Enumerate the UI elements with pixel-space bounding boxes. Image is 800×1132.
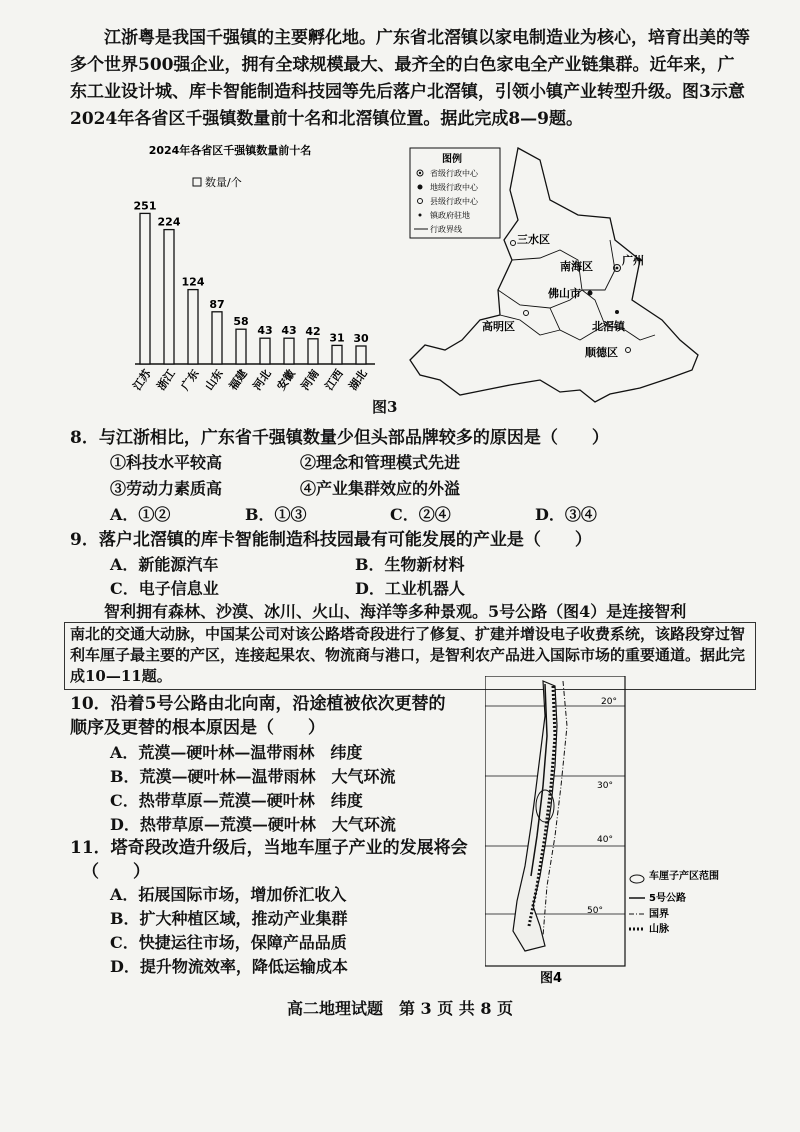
value-label-山东: 87 [209, 297, 225, 311]
q11-option-a: A．拓展国际市场，增加侨汇收入 [110, 885, 347, 904]
value-label-安徽: 43 [281, 324, 297, 338]
value-label-湖北: 30 [353, 332, 369, 345]
map3-legend-title: 图例 [442, 154, 462, 165]
question-11-stem: 11．塔奇段改造升级后，当地车厘子产业的发展将会 [70, 838, 468, 858]
town-symbol [419, 214, 422, 217]
value-label-福建: 58 [233, 315, 249, 329]
category-label-安徽: 安徽 [274, 367, 298, 393]
q10-option-b: B．荒漠—硬叶林—温带雨林 大气环流 [110, 767, 396, 786]
question-10-stem-1: 10．沿着5号公路由北向南，沿途植被依次更替的 [70, 694, 446, 714]
category-label-江西: 江西 [322, 367, 346, 393]
bar-江苏 [140, 213, 150, 364]
q9-option-c: C．电子信息业 [110, 579, 219, 598]
category-label-山东: 山东 [202, 367, 226, 393]
label-guangzhou: 广州 [622, 254, 644, 267]
q9-option-a: A．新能源汽车 [110, 555, 219, 574]
category-label-福建: 福建 [226, 367, 250, 393]
prefecture-symbol [418, 185, 423, 190]
category-label-浙江: 浙江 [154, 367, 178, 393]
q8-option-d: D．③④ [535, 505, 597, 524]
label-beijiao: 北滘镇 [592, 320, 625, 333]
category-label-河北: 河北 [250, 367, 274, 393]
label-shunde: 顺德区 [585, 346, 618, 359]
lat-label-40: 40° [597, 835, 613, 845]
figure-3-caption: 图3 [372, 398, 398, 416]
legend-mountain: 山脉 [649, 924, 669, 935]
label-nanhai: 南海区 [560, 260, 593, 273]
page-footer: 高二地理试题 第 3 页 共 8 页 [286, 999, 514, 1018]
map-figure-3 [400, 140, 705, 405]
q11-option-b: B．扩大种植区域，推动产业集群 [110, 909, 348, 928]
chile-intro-boxed-text: 南北的交通大动脉，中国某公司对该公路塔奇段进行了修复、扩建并增设电子收费系统，该路段穿过智利车厘子最主要的产区，连接起果农、物流商与港口，是智利农产品进入国际市场的重要通道。据此完成10—11题。 [70, 625, 746, 685]
bar-chart [120, 140, 390, 408]
category-label-江苏: 江苏 [130, 367, 154, 393]
legend-swatch [193, 178, 201, 186]
value-label-广东: 124 [181, 275, 205, 289]
bar-河北 [260, 338, 270, 364]
label-foshan: 佛山市 [548, 287, 581, 300]
category-label-河南: 河南 [298, 367, 322, 393]
chile-intro-line: 智利拥有森林、沙漠、冰川、火山、海洋等多种景观。5号公路（图4）是连接智利 [104, 602, 687, 621]
figure-4-caption: 图4 [540, 971, 563, 986]
chart-legend: 数量/个 [205, 176, 242, 189]
bar-广东 [188, 290, 198, 364]
q8-item-4: ④产业集群效应的外溢 [300, 479, 461, 498]
bar-湖北 [356, 346, 366, 364]
q8-option-a: A．①② [110, 505, 171, 524]
q8-option-b: B．①③ [245, 505, 307, 524]
q10-option-d: D．热带草原—荒漠—硬叶林 大气环流 [110, 815, 396, 834]
chart-title: 2024年各省区千强镇数量前十名 [148, 144, 312, 157]
foshan-dot [588, 291, 593, 296]
legend-cherry-symbol [630, 875, 644, 883]
value-label-河南: 42 [305, 324, 321, 338]
beijiao-dot [615, 310, 619, 314]
bar-安徽 [284, 338, 294, 364]
question-9-stem: 9．落户北滘镇的库卡智能制造科技园最有可能发展的产业是（ ） [70, 530, 592, 550]
legend-boundary: 行政界线 [430, 225, 462, 234]
q10-option-c: C．热带草原—荒漠—硬叶林 纬度 [110, 791, 363, 810]
lat-label-50: 50° [587, 906, 603, 916]
legend-prefecture: 地级行政中心 [430, 183, 478, 192]
value-label-河北: 43 [257, 324, 273, 338]
map-figure-4 [485, 676, 750, 988]
q10-option-a: A．荒漠—硬叶林—温带雨林 纬度 [110, 743, 363, 762]
bar-河南 [308, 339, 318, 364]
q9-option-d: D．工业机器人 [355, 579, 465, 598]
shunde-dot [626, 348, 631, 353]
q8-option-c: C．②④ [390, 505, 451, 524]
bar-江西 [332, 345, 342, 364]
gaoming-dot [524, 311, 529, 316]
q9-option-b: B．生物新材料 [355, 555, 465, 574]
q8-item-2: ②理念和管理模式先进 [300, 453, 461, 472]
question-11-paren: （ ） [82, 862, 150, 882]
category-label-广东: 广东 [178, 367, 202, 393]
sanshui-dot [511, 241, 516, 246]
question-10-stem-2: 顺序及更替的根本原因是（ ） [70, 718, 325, 738]
intro-paragraph: 江浙粤是我国千强镇的主要孵化地。广东省北滘镇以家电制造业为核心，培育出美的等多个世界500强企业，拥有全球规模最大、最齐全的白色家电全产业链集群。近年来，广东工业设计城、库卡智能制造科技园等先后落户北滘镇，引领小镇产业转型升级。图3示意2024年各省区千强镇数量前十名和北滘镇位置。据此完成8—9题。 [70, 28, 750, 129]
value-label-江苏: 251 [133, 199, 157, 213]
label-gaoming: 高明区 [482, 320, 515, 333]
legend-provincial: 省级行政中心 [430, 169, 478, 178]
chile-coastline [513, 681, 557, 951]
value-label-浙江: 224 [157, 215, 181, 229]
bar-福建 [236, 329, 246, 364]
question-8-stem: 8．与江浙相比，广东省千强镇数量少但头部品牌较多的原因是（ ） [70, 428, 609, 448]
legend-route-5: 5号公路 [649, 893, 686, 904]
bar-山东 [212, 312, 222, 364]
bar-浙江 [164, 230, 174, 364]
legend-town: 镇政府驻地 [430, 211, 470, 220]
legend-border: 国界 [649, 909, 669, 920]
q8-item-1: ①科技水平较高 [110, 453, 223, 472]
q11-option-d: D．提升物流效率，降低运输成本 [110, 957, 348, 976]
legend-cherry-area: 车厘子产区范围 [649, 871, 719, 882]
value-label-江西: 31 [329, 331, 345, 345]
lat-label-30: 30° [597, 781, 613, 791]
q8-item-3: ③劳动力素质高 [110, 479, 223, 498]
lat-label-20: 20° [601, 697, 617, 707]
q11-option-c: C．快捷运往市场，保障产品品质 [110, 933, 347, 952]
legend-county: 县级行政中心 [430, 197, 478, 206]
category-label-湖北: 湖北 [346, 367, 370, 393]
label-sanshui: 三水区 [517, 233, 550, 246]
